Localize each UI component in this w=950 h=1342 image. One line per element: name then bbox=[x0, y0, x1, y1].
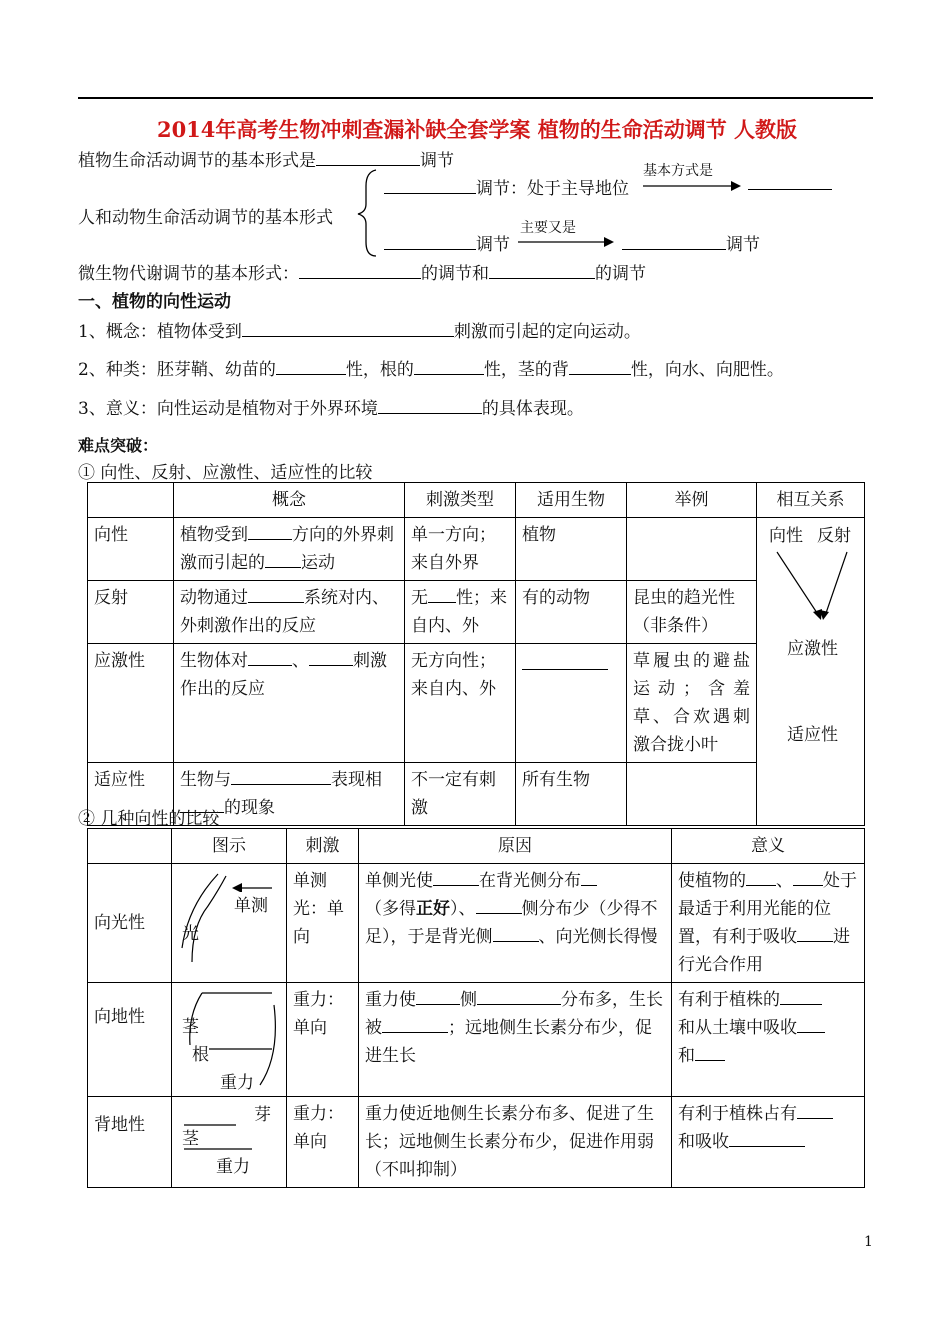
diagram-label-gravity: 重力 bbox=[216, 1157, 250, 1177]
example-cell bbox=[627, 763, 757, 826]
item2-p2: 性，根的 bbox=[345, 360, 414, 380]
top-rule bbox=[78, 97, 873, 99]
meaning-text: 有利于植株占有 bbox=[678, 1104, 797, 1124]
stimulus-cell bbox=[405, 581, 516, 644]
comparison-table bbox=[87, 482, 865, 826]
blank bbox=[622, 234, 726, 250]
intro-animal-bottom bbox=[384, 230, 510, 255]
cause-text: 重力使 bbox=[365, 990, 416, 1010]
header-cell: 刺激类型 bbox=[405, 483, 516, 518]
row-name: 反射 bbox=[88, 581, 174, 644]
intro-animal-top-tail bbox=[748, 174, 832, 195]
item2-p4: 性，向水、向肥性。 bbox=[630, 360, 784, 380]
meaning-text: 进行光合作用 bbox=[678, 927, 850, 975]
row-name: 向光性 bbox=[88, 864, 172, 983]
stimulus-cell: 不一定有刺激 bbox=[405, 763, 516, 826]
diagram-label-root: 根 bbox=[192, 1041, 209, 1069]
example-cell: 草履虫的避盐运动；含羞草、合欢遇刺激合拢小叶 bbox=[627, 644, 757, 763]
intro-animal-label: 人和动物生命活动调节的基本形式 bbox=[78, 208, 333, 228]
cause-text: 侧分布少（少得不足），于是背光侧 bbox=[365, 899, 658, 947]
blank bbox=[729, 1131, 805, 1147]
item1-post: 刺激而引起的定向运动。 bbox=[453, 322, 641, 342]
table-header-row bbox=[88, 483, 865, 518]
arrow-right-icon bbox=[643, 179, 743, 193]
header-cell: 刺激 bbox=[287, 829, 359, 864]
blank bbox=[489, 263, 595, 279]
stimulus-text: 性；来自内、外 bbox=[411, 588, 507, 636]
intro-animal-top-post: 调节：处于主导地位 bbox=[476, 179, 629, 199]
meaning-cell bbox=[672, 983, 865, 1097]
meaning-text: 有利于植株的 bbox=[678, 990, 780, 1010]
intro-plant-pre: 植物生命活动调节的基本形式是 bbox=[78, 151, 316, 171]
concept-text: 的现象 bbox=[224, 798, 275, 818]
concept-text: 运动 bbox=[301, 553, 335, 573]
concept-cell bbox=[174, 518, 405, 581]
section1-item1 bbox=[78, 317, 641, 342]
cause-text: ）、 bbox=[450, 899, 476, 919]
stimulus-cell: 重力：单向 bbox=[287, 983, 359, 1097]
concept-text: 表现相 bbox=[331, 770, 382, 790]
section1-item2 bbox=[78, 355, 784, 380]
meaning-text: 和吸收 bbox=[678, 1132, 729, 1152]
stimulus-cell: 无方向性；来自内、外 bbox=[405, 644, 516, 763]
relation-arrows-icon bbox=[767, 550, 857, 630]
blank bbox=[522, 669, 608, 670]
intro-microbe-pre: 微生物代谢调节的基本形式： bbox=[78, 264, 299, 284]
concept-text: 、 bbox=[292, 651, 309, 671]
arrow-label-main: 主要又是 bbox=[520, 220, 576, 236]
blank bbox=[248, 524, 292, 540]
blank bbox=[797, 1017, 825, 1033]
diagram-label-gravity: 重力 bbox=[220, 1073, 254, 1093]
header-cell: 相互关系 bbox=[757, 483, 865, 518]
phototropism-diagram bbox=[172, 864, 287, 983]
stimulus-text: 无 bbox=[411, 588, 428, 608]
intro-animal-bottom-post: 调节 bbox=[476, 235, 510, 255]
section1-heading: 一、植物的向性运动 bbox=[78, 292, 231, 312]
diagram-label-light2: 光 bbox=[182, 924, 199, 944]
cause-cell bbox=[359, 864, 672, 983]
row-name: 应激性 bbox=[88, 644, 174, 763]
item3-post: 的具体表现。 bbox=[481, 399, 584, 419]
organism-cell: 植物 bbox=[516, 518, 627, 581]
header-cell: 举例 bbox=[627, 483, 757, 518]
cause-cell: 重力使近地侧生长素分布多、促进了生长；远地侧生长素分布少，促进作用弱（不叫抑制） bbox=[359, 1097, 672, 1188]
organism-cell: 有的动物 bbox=[516, 581, 627, 644]
stimulus-cell: 单测光：单向 bbox=[287, 864, 359, 983]
meaning-cell bbox=[672, 864, 865, 983]
blank bbox=[316, 150, 420, 166]
table1-caption: ① 向性、反射、应激性、适应性的比较 bbox=[78, 463, 373, 483]
blank bbox=[416, 989, 460, 1005]
concept-text: 系统对内、外刺激作出的反应 bbox=[180, 588, 389, 636]
table2-caption: ② 几种向性的比较 bbox=[78, 809, 220, 829]
item2-p3: 性，茎的背 bbox=[483, 360, 569, 380]
blank bbox=[797, 926, 833, 942]
blank bbox=[428, 587, 456, 603]
intro-microbe-post: 的调节 bbox=[595, 264, 646, 284]
header-cell: 图示 bbox=[172, 829, 287, 864]
meaning-text: 处于最适于利用光能的位置，有利于吸收 bbox=[678, 871, 857, 947]
header-cell bbox=[88, 829, 172, 864]
relation-cell bbox=[757, 518, 865, 826]
blank bbox=[695, 1045, 725, 1061]
section1-item3 bbox=[78, 394, 584, 419]
cause-text: ；远地侧生长素分布少，促进生长 bbox=[365, 1018, 652, 1066]
blank bbox=[433, 870, 479, 886]
header-cell: 原因 bbox=[359, 829, 672, 864]
relation-middle: 应激性 bbox=[787, 639, 838, 659]
blank bbox=[309, 650, 353, 666]
cause-cell bbox=[359, 983, 672, 1097]
item1-pre: 1、概念：植物体受到 bbox=[78, 322, 242, 342]
cause-text: （多得 bbox=[365, 899, 416, 919]
row-name: 适应性 bbox=[88, 763, 174, 826]
cause-text: 、向光侧长得慢 bbox=[538, 927, 658, 947]
item2-p1: 2、种类：胚芽鞘、幼苗的 bbox=[78, 360, 276, 380]
blank bbox=[797, 1103, 833, 1119]
blank bbox=[746, 870, 776, 886]
table-row bbox=[88, 518, 865, 581]
page-number: 1 bbox=[864, 1234, 873, 1250]
header-cell: 概念 bbox=[174, 483, 405, 518]
meaning-text: 使植物的 bbox=[678, 871, 746, 891]
blank bbox=[384, 178, 476, 194]
cause-text: 单侧光使 bbox=[365, 871, 433, 891]
organism-cell: 所有生物 bbox=[516, 763, 627, 826]
cause-bold: 正好 bbox=[416, 899, 450, 919]
blank bbox=[476, 898, 522, 914]
intro-plant-line bbox=[78, 146, 454, 171]
row-name: 向性 bbox=[88, 518, 174, 581]
arrow-label-basic: 基本方式是 bbox=[643, 163, 713, 179]
blank bbox=[248, 587, 304, 603]
relation-bottom: 适应性 bbox=[787, 725, 838, 745]
item3-pre: 3、意义：向性运动是植物对于外界环境 bbox=[78, 399, 378, 419]
difficulty-heading: 难点突破： bbox=[78, 436, 159, 455]
relation-top-right: 反射 bbox=[817, 526, 851, 546]
blank bbox=[384, 234, 476, 250]
geotropism-diagram bbox=[172, 983, 287, 1097]
stimulus-cell: 单一方向；来自外界 bbox=[405, 518, 516, 581]
organism-cell bbox=[516, 644, 627, 763]
blank bbox=[569, 359, 631, 375]
blank bbox=[248, 650, 292, 666]
intro-animal-bottom-tail bbox=[622, 230, 760, 255]
blank bbox=[581, 870, 597, 886]
blank bbox=[748, 174, 832, 190]
cause-text: 侧 bbox=[460, 990, 477, 1010]
concept-text: 方向的外界刺激而引起的 bbox=[180, 525, 394, 573]
intro-animal-top bbox=[384, 174, 629, 199]
row-name: 背地性 bbox=[88, 1097, 172, 1188]
table-row bbox=[88, 644, 865, 763]
blank bbox=[242, 321, 454, 337]
diagram-label-bud: 芽 bbox=[254, 1105, 271, 1125]
blank bbox=[265, 552, 301, 568]
concept-text: 生物体对 bbox=[180, 651, 248, 671]
intro-plant-post: 调节 bbox=[420, 151, 454, 171]
diagram-label-stem: 茎 bbox=[182, 1129, 199, 1149]
cause-text: 在背光侧分布 bbox=[479, 871, 581, 891]
table-row bbox=[88, 864, 865, 983]
tropism-table bbox=[87, 828, 865, 1188]
example-cell bbox=[627, 518, 757, 581]
intro-microbe-line bbox=[78, 259, 646, 284]
blank bbox=[378, 398, 482, 414]
blank bbox=[793, 870, 823, 886]
relation-top-left: 向性 bbox=[769, 526, 803, 546]
table-row bbox=[88, 983, 865, 1097]
blank bbox=[276, 359, 346, 375]
blank bbox=[382, 1017, 448, 1033]
header-cell: 意义 bbox=[672, 829, 865, 864]
blank bbox=[493, 926, 539, 942]
meaning-cell bbox=[672, 1097, 865, 1188]
intro-animal-bottom-tail-text: 调节 bbox=[726, 235, 760, 255]
meaning-text: 和从土壤中吸收 bbox=[678, 1018, 797, 1038]
cause-text: 分布多，生长被 bbox=[365, 990, 663, 1038]
concept-text: 植物受到 bbox=[180, 525, 248, 545]
concept-cell bbox=[174, 581, 405, 644]
diagram-label-light: 单测 bbox=[234, 892, 268, 920]
concept-text: 生物与 bbox=[180, 770, 231, 790]
blank bbox=[780, 989, 822, 1005]
example-cell: 昆虫的趋光性（非条件） bbox=[627, 581, 757, 644]
negative-geotropism-diagram bbox=[172, 1097, 287, 1188]
meaning-text: 、 bbox=[776, 871, 793, 891]
arrow-right-icon bbox=[518, 235, 616, 249]
page-title: 2014年高考生物冲刺查漏补缺全套学案 植物的生命活动调节 人教版 bbox=[156, 117, 798, 142]
blank bbox=[231, 769, 331, 785]
blank bbox=[414, 359, 484, 375]
brace-icon bbox=[354, 168, 384, 258]
header-cell bbox=[88, 483, 174, 518]
blank bbox=[299, 263, 421, 279]
stimulus-cell: 重力：单向 bbox=[287, 1097, 359, 1188]
row-name: 向地性 bbox=[88, 983, 172, 1097]
concept-text: 动物通过 bbox=[180, 588, 248, 608]
meaning-text: 和 bbox=[678, 1046, 695, 1066]
concept-text: 刺激作出的反应 bbox=[180, 651, 387, 699]
blank bbox=[477, 989, 561, 1005]
table-row bbox=[88, 581, 865, 644]
table-row bbox=[88, 1097, 865, 1188]
intro-microbe-mid: 的调节和 bbox=[421, 264, 489, 284]
diagram-label-stem: 茎 bbox=[182, 1017, 199, 1037]
table-header-row bbox=[88, 829, 865, 864]
concept-cell bbox=[174, 644, 405, 763]
header-cell: 适用生物 bbox=[516, 483, 627, 518]
